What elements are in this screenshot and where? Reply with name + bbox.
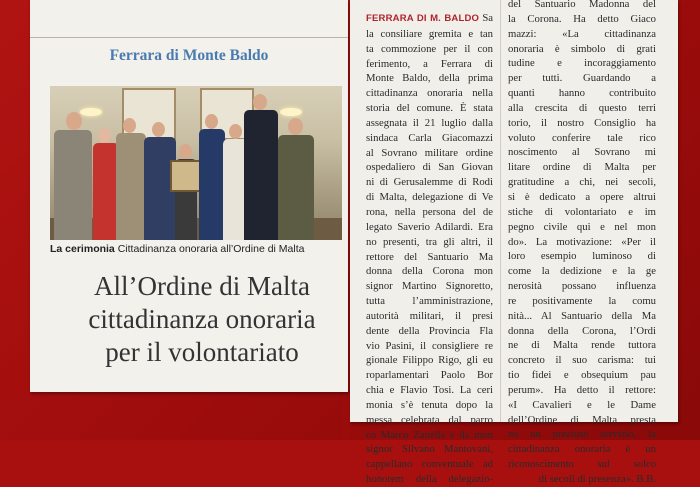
text-line: noscimento al Sovrano mi <box>508 146 656 159</box>
text-line: signor Silvano Mantovani, <box>366 443 493 456</box>
text-line: voluto conferire tale rico <box>508 131 656 144</box>
headline-line: All’Ordine di Malta <box>94 271 310 301</box>
text-line: litare ordine di Malta per <box>508 161 656 174</box>
text-line: autorità militari, il presi <box>366 309 493 322</box>
text-line: storia del comune. È stata <box>366 102 493 115</box>
text-line: gratitudine a chi, nei secoli, <box>508 176 656 189</box>
caption-text: Cittadinanza onoraria all’Ordine di Malta <box>117 243 305 255</box>
article-column-2 <box>508 0 656 487</box>
text-line: si è dedicato a opere altrui <box>508 190 656 203</box>
text-line: chia e Flavio Tosi. La ceri <box>366 384 493 397</box>
text-line: messa celebrata dal parro <box>366 413 493 426</box>
text-line: ospedaliero di San Giovan <box>366 161 493 174</box>
text-line: donna della Corona, l’Ordi <box>508 324 656 337</box>
text-line: ni di Gerusalemme di Rodi <box>366 176 493 189</box>
text-line: roparlamentari Paolo Bor <box>366 369 493 382</box>
text-line: la consiliare gremita e tan <box>366 27 493 40</box>
text-line: «I Cavalieri e le Dame <box>508 398 656 411</box>
headline-line: per il volontariato <box>105 337 299 367</box>
text-line: sindaca Carla Giacomazzi <box>366 131 493 144</box>
text-line: signor Martino Signoretto, <box>366 280 493 293</box>
text-line: tio fidei e obsequium pau <box>508 369 656 382</box>
text-line: ferimento, a Ferrara di <box>366 57 493 70</box>
text-line: rona, nella persona del de <box>366 205 493 218</box>
text-line: dell’Ordine di Malta presta <box>508 413 656 426</box>
photo-caption <box>50 243 304 255</box>
headline-line: cittadinanza onoraria <box>88 304 316 334</box>
dateline: FERRARA DI M. BALDO <box>366 13 480 24</box>
text-line: come la dedizione e la ge <box>508 265 656 278</box>
headline <box>52 270 352 369</box>
text-line: no un prezioso servizio, la <box>508 428 656 441</box>
text-line: nerosità possano influenza <box>508 280 656 293</box>
text-line: mazzi: «La cittadinanza <box>508 27 656 40</box>
text-line: vio Pasini, il consigliere re <box>366 339 493 352</box>
paper-gap <box>342 392 350 440</box>
text-line: nità... Al Santuario della Ma <box>508 309 656 322</box>
text-line: legato Saverio Adilardi. Era <box>366 220 493 233</box>
column-divider <box>500 0 501 422</box>
text-line: al Sovrano militare ordine <box>366 146 493 159</box>
lamp <box>280 108 302 116</box>
text-line: re positivamente la comu <box>508 294 656 307</box>
left-clipping <box>30 0 348 392</box>
article-column-1 <box>366 11 493 487</box>
text-line: ta commozione per il con <box>366 42 493 55</box>
person <box>52 112 92 240</box>
text-line: cappellano conventuale ad <box>366 458 493 471</box>
text-line: dente della Provincia Fla <box>366 324 493 337</box>
text-line: la Corona. Ha detto Giaco <box>508 12 656 25</box>
text-line: gionale Filippo Rigo, gli eu <box>366 354 493 367</box>
text-line: cittadinanza onoraria nella <box>366 87 493 100</box>
text-line: onoraria è simbolo di grati <box>508 42 656 55</box>
text-line: donna della Corona mon <box>366 265 493 278</box>
text-line: torio, il nostro Consiglio ha <box>508 116 656 129</box>
text-line: do». La motivazione: «Per il <box>508 235 656 248</box>
right-clipping <box>350 0 678 486</box>
text-line: quanti hanno contribuito <box>508 87 656 100</box>
text-line: assegnata il 21 luglio dalla <box>366 116 493 129</box>
text-line: concreto il suo carisma: tui <box>508 354 656 367</box>
text-line: perum». Ha detto il rettore: <box>508 383 656 396</box>
text-line: di Malta, delegazione di Ve <box>366 191 493 204</box>
caption-label: La cerimonia <box>50 243 115 255</box>
text-line: riconoscimento sul solco <box>508 458 656 471</box>
section-title: Ferrara di Monte Baldo <box>109 47 269 64</box>
text-line: tudine e incoraggiamento <box>508 57 656 70</box>
top-rule <box>30 37 348 38</box>
text-line: pegno civile qui e nel mon <box>508 220 656 233</box>
text-line: rettore del Santuario Ma <box>366 250 493 263</box>
text-line: del Santuario Madonna del <box>508 0 656 10</box>
text-line: loro esempio luminoso di <box>508 250 656 263</box>
person <box>242 94 278 240</box>
ceremony-photo <box>50 86 342 240</box>
text-line: ne di Malta rende tuttora <box>508 339 656 352</box>
text-line: no presenti, tra gli altri, il <box>366 235 493 248</box>
text-line: stiche di volontariato e im <box>508 205 656 218</box>
text-line: alla crescita di questo terri <box>508 101 656 114</box>
person <box>276 118 314 240</box>
text-line: cittadinanza onoraria è un <box>508 443 656 456</box>
text-line: di secoli di presenza». B.B. <box>538 473 656 485</box>
text-line: Monte Baldo, della prima <box>366 72 493 85</box>
text-line: per tutti. Guardando a <box>508 72 656 85</box>
text-line: co Marco Zanella e da mon <box>366 428 493 441</box>
text-line: tutta l’amministrazione, <box>366 295 493 308</box>
text-line: FERRARA DI M. BALDO Sa <box>366 12 493 24</box>
text-line: monia s’è tenuta dopo la <box>366 398 493 411</box>
text-line: honorem della delegazio- <box>366 473 493 486</box>
person <box>174 144 198 240</box>
